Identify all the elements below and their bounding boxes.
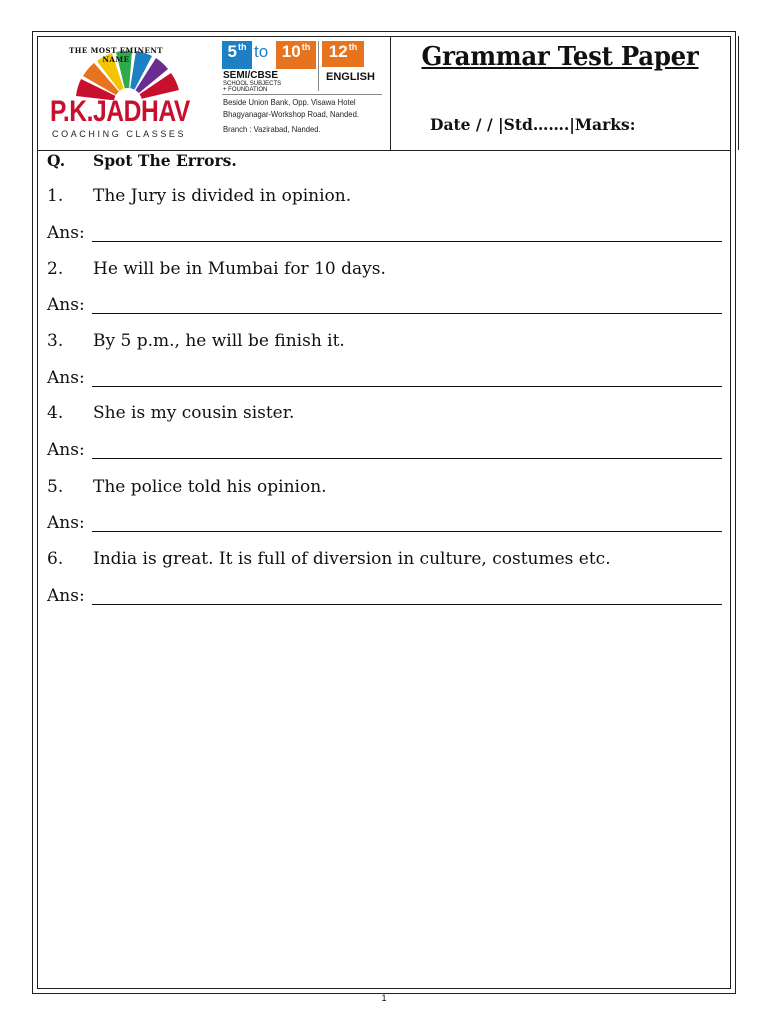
address-line-2: Bhagyanagar-Workshop Road, Nanded. bbox=[223, 109, 359, 119]
board-label: SEMI/CBSE bbox=[223, 70, 279, 81]
list-item: 3. By 5 p.m., he will be finish it. bbox=[47, 331, 345, 351]
grade-to-word: to bbox=[254, 42, 269, 61]
answer-line[interactable] bbox=[92, 223, 722, 242]
address-line-3: Branch : Vazirabad, Nanded. bbox=[223, 124, 321, 134]
logo-tagline: COACHING CLASSES bbox=[52, 129, 187, 139]
grade-from-badge: 5 $^{th}$ bbox=[222, 41, 252, 69]
list-item: 5. The police told his opinion. bbox=[47, 477, 327, 497]
subjects-label: SCHOOL SUBJECTS + FOUNDATION bbox=[223, 81, 282, 93]
address-divider bbox=[222, 94, 382, 95]
page-number: 1 bbox=[381, 993, 387, 1003]
list-item: 4. She is my cousin sister. bbox=[47, 403, 295, 423]
question-heading bbox=[47, 151, 237, 170]
list-item: 1. The Jury is divided in opinion. bbox=[47, 186, 352, 206]
address-line-1: Beside Union Bank, Opp. Visawa Hotel bbox=[223, 97, 356, 107]
senior-subject-label: ENGLISH bbox=[326, 71, 375, 83]
question-text: Spot The Errors. bbox=[93, 151, 237, 170]
grade-senior-badge: 12 $^{th}$ bbox=[322, 41, 364, 67]
list-item: 6. India is great. It is full of diversion in culture, costumes etc. bbox=[47, 549, 611, 569]
answer-line[interactable] bbox=[92, 513, 722, 532]
answer-row: Ans: bbox=[47, 368, 85, 388]
list-item: 2. He will be in Mumbai for 10 days. bbox=[47, 259, 386, 279]
answer-line[interactable] bbox=[92, 295, 722, 314]
answer-line[interactable] bbox=[92, 586, 722, 605]
answer-row: Ans: bbox=[47, 513, 85, 533]
logo-arc-text: THE MOST EMINENT NAME bbox=[69, 46, 163, 64]
answer-row: Ans: bbox=[47, 295, 85, 315]
grade-separator bbox=[318, 41, 319, 91]
page-title: Grammar Test Paper bbox=[421, 42, 699, 72]
answer-row: Ans: bbox=[47, 223, 85, 243]
answer-line[interactable] bbox=[92, 368, 722, 387]
answer-line[interactable] bbox=[92, 440, 722, 459]
logo-brand-name: P.K.JADHAV bbox=[50, 95, 190, 128]
answer-row: Ans: bbox=[47, 586, 85, 606]
header-column-divider bbox=[390, 36, 391, 150]
header-right-edge bbox=[738, 36, 739, 150]
question-label: Q. bbox=[47, 151, 66, 170]
answer-row: Ans: bbox=[47, 440, 85, 460]
grade-to-badge: 10 $^{th}$ bbox=[276, 41, 316, 69]
date-std-marks: Date / / |Std…….|Marks: bbox=[430, 115, 636, 134]
